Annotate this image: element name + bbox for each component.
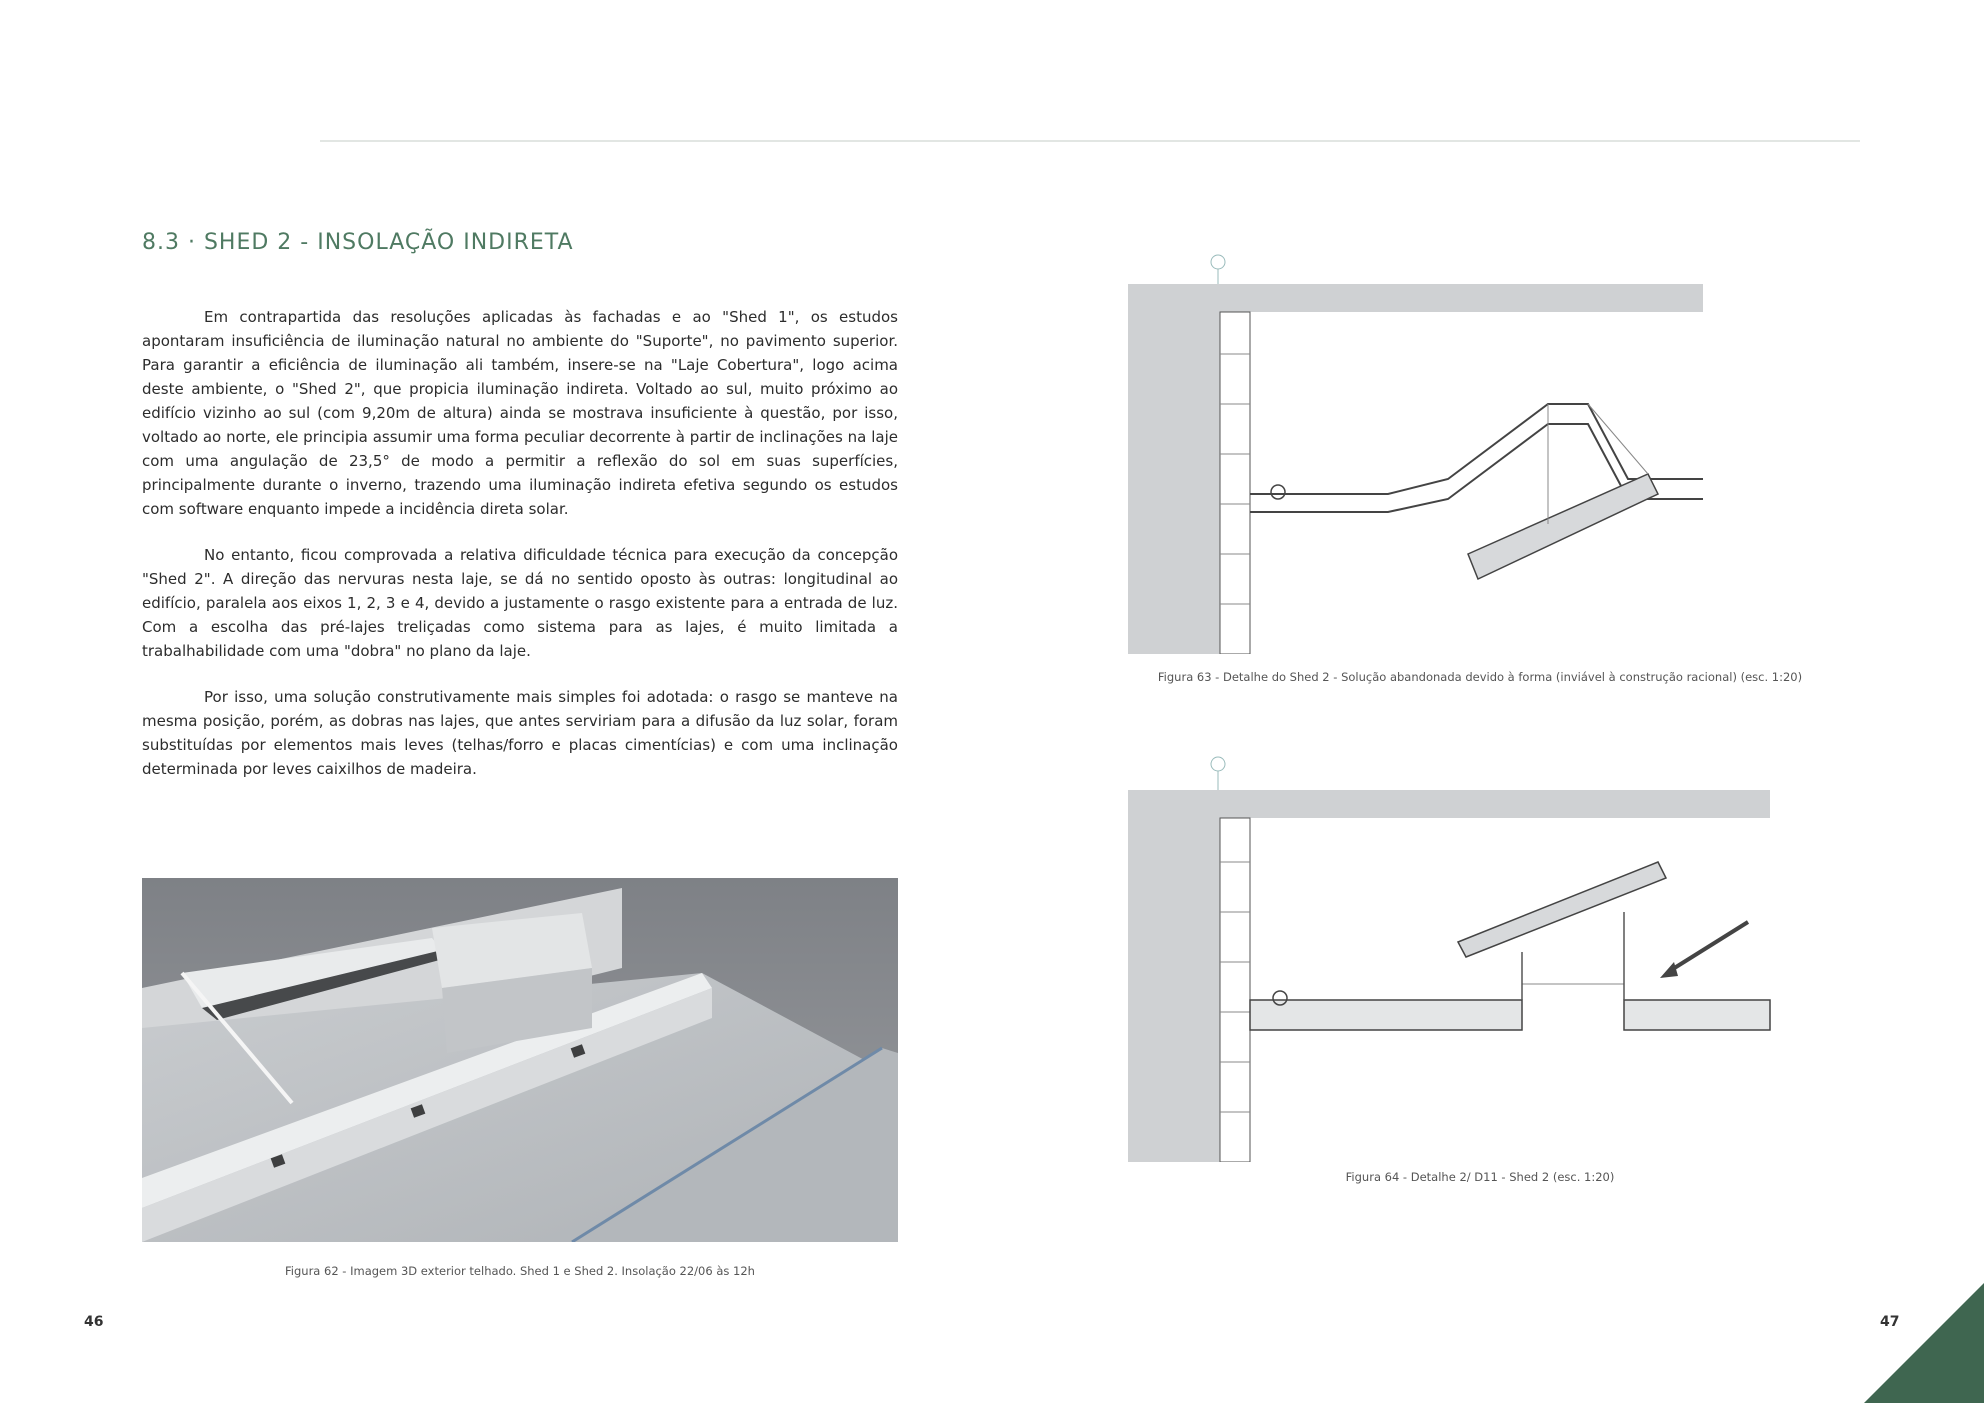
paragraph-3: Por isso, uma solução construtivamente mais simples foi adotada: o rasgo se manteve na mesma posição, porém, as dobras nas lajes, que antes serviriam para a difusão da luz solar, foram substituídas por elementos mais leves (telhas/forro e placas cimentícias) e com uma inclinação determinada por leves caixilhos de madeira. — [142, 688, 898, 778]
corner-accent — [1864, 1283, 1984, 1403]
page-number-right: 47 — [1880, 1314, 1900, 1330]
page-number-left: 46 — [84, 1314, 104, 1330]
shed-detail-drawing-2 — [1128, 752, 1828, 1162]
roof-render-image — [142, 878, 898, 1242]
body-text — [142, 305, 898, 803]
detail-2-caption: Figura 64 - Detalhe 2/ D11 - Shed 2 (esc. 1:20) — [1345, 1170, 1615, 1184]
paragraph-2: No entanto, ficou comprovada a relativa dificuldade técnica para execução da concepção "Shed 2". A direção das nervuras nesta laje, se dá no sentido oposto às outras: longitudinal ao edifício, paralela aos eixos 1, 2, 3 e 4, devido a justamente o rasgo existente para a entrada de luz. Com a escolha das pré-lajes treliçadas como sistema para as lajes, é muito limitada a trabalhabilidade com uma "dobra" no plano da laje. — [142, 546, 898, 660]
paragraph-1: Em contrapartida das resoluções aplicadas às fachadas e ao "Shed 1", os estudos apontaram insuficiência de iluminação natural no ambiente do "Suporte", no pavimento superior. Para garantir a eficiência de iluminação ali também, insere-se na "Laje Cobertura", logo acima deste ambiente, o "Shed 2", que propicia iluminação indireta. Voltado ao sul, muito próximo ao edifício vizinho ao sul (com 9,20m de altura) ainda se mostrava insuficiente à questão, por isso, voltado ao norte, ele principia assumir uma forma peculiar decorrente à partir de inclinações na laje com uma angulação de 23,5° de modo a permitir a reflexão do sol em suas superfícies, principalmente durante o inverno, trazendo uma iluminação indireta efetiva segundo os estudos com software enquanto impede a incidência direta solar. — [142, 308, 898, 518]
render-caption: Figura 62 - Imagem 3D exterior telhado. Shed 1 e Shed 2. Insolação 22/06 às 12h — [285, 1264, 755, 1278]
shed-detail-drawing-1 — [1128, 254, 1788, 654]
section-heading: 8.3 · SHED 2 - INSOLAÇÃO INDIRETA — [142, 230, 574, 255]
header-rule — [320, 140, 1860, 142]
detail-1-caption: Figura 63 - Detalhe do Shed 2 - Solução abandonada devido à forma (inviável à construção racional) (esc. 1:20) — [1157, 670, 1803, 684]
